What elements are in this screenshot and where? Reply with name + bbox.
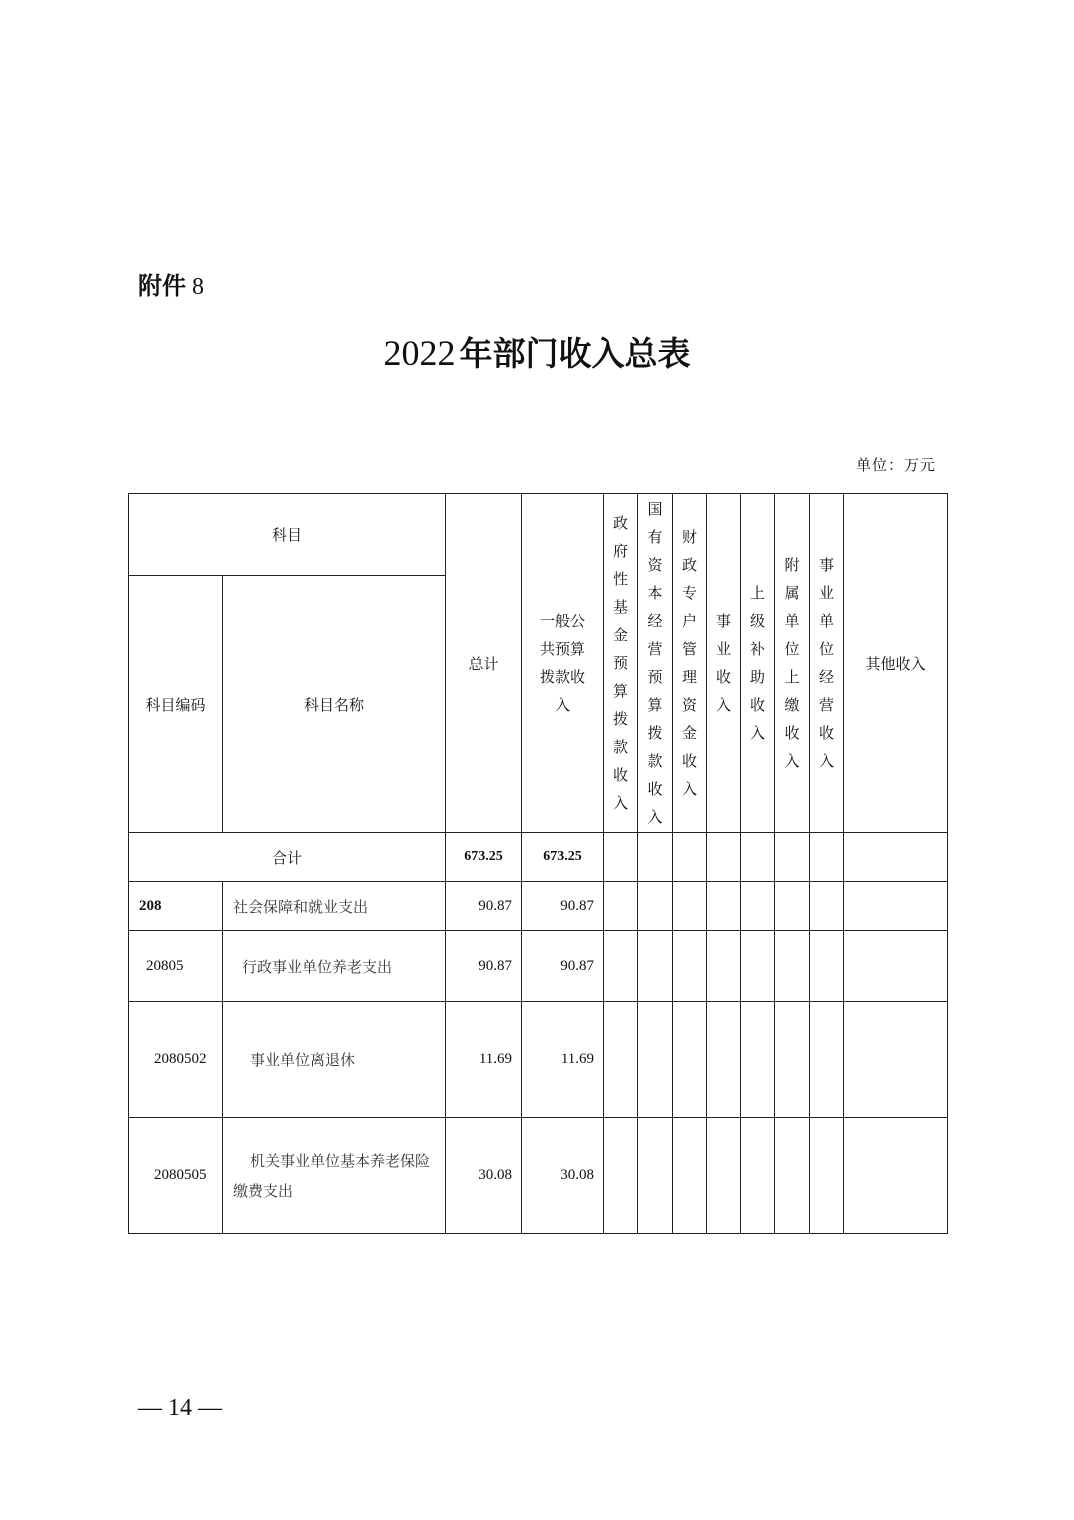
total-general-budget: 673.25 (522, 833, 604, 882)
row-total: 90.87 (446, 931, 522, 1002)
header-subject: 科目 (129, 494, 446, 576)
header-name: 科目名称 (223, 576, 446, 833)
header-code: 科目编码 (129, 576, 223, 833)
income-table (128, 493, 948, 1234)
header-affiliated-unit: 附 属 单 位 上 缴 收 入 (775, 494, 810, 833)
header-business-operation: 事 业 单 位 经 营 收 入 (810, 494, 844, 833)
title-year: 2022 (383, 333, 456, 373)
row-general-budget: 90.87 (522, 931, 604, 1002)
attachment-label (138, 266, 204, 301)
header-fiscal-special: 财 政 专 户 管 理 资 金 收 入 (673, 494, 707, 833)
row-code: 2080505 (129, 1118, 223, 1234)
row-total: 11.69 (446, 1002, 522, 1118)
total-label: 合计 (129, 833, 446, 882)
attachment-number: 8 (192, 274, 204, 300)
page-title (0, 328, 1074, 375)
row-name: 行政事业单位养老支出 (223, 931, 446, 1002)
row-general-budget: 11.69 (522, 1002, 604, 1118)
row-name: 社会保障和就业支出 (223, 882, 446, 931)
attachment-text: 附件 (138, 272, 186, 300)
table-row (129, 1118, 948, 1234)
header-other-income: 其他收入 (844, 494, 948, 833)
row-code: 208 (129, 882, 223, 931)
header-gov-fund: 政 府 性 基 金 预 算 拨 款 收 入 (604, 494, 638, 833)
row-total: 90.87 (446, 882, 522, 931)
header-general-budget: 一般公 共预算 拨款收 入 (522, 494, 604, 833)
header-state-capital: 国 有 资 本 经 营 预 算 拨 款 收 入 (638, 494, 673, 833)
row-name: 事业单位离退休 (223, 1002, 446, 1118)
title-text: 年部门收入总表 (459, 334, 691, 373)
total-total: 673.25 (446, 833, 522, 882)
header-business-income: 事 业 收 入 (707, 494, 741, 833)
total-row (129, 833, 948, 882)
row-code: 20805 (129, 931, 223, 1002)
table-row (129, 882, 948, 931)
header-total: 总计 (446, 494, 522, 833)
row-code: 2080502 (129, 1002, 223, 1118)
table-row (129, 931, 948, 1002)
header-row-1 (129, 494, 948, 576)
table-row (129, 1002, 948, 1118)
header-superior-subsidy: 上 级 补 助 收 入 (741, 494, 775, 833)
unit-label: 单位：万元 (855, 456, 936, 474)
row-general-budget: 30.08 (522, 1118, 604, 1234)
row-general-budget: 90.87 (522, 882, 604, 931)
row-total: 30.08 (446, 1118, 522, 1234)
row-name: 机关事业单位基本养老保险缴费支出 (223, 1118, 446, 1234)
page-number: — 14 — (138, 1395, 222, 1421)
